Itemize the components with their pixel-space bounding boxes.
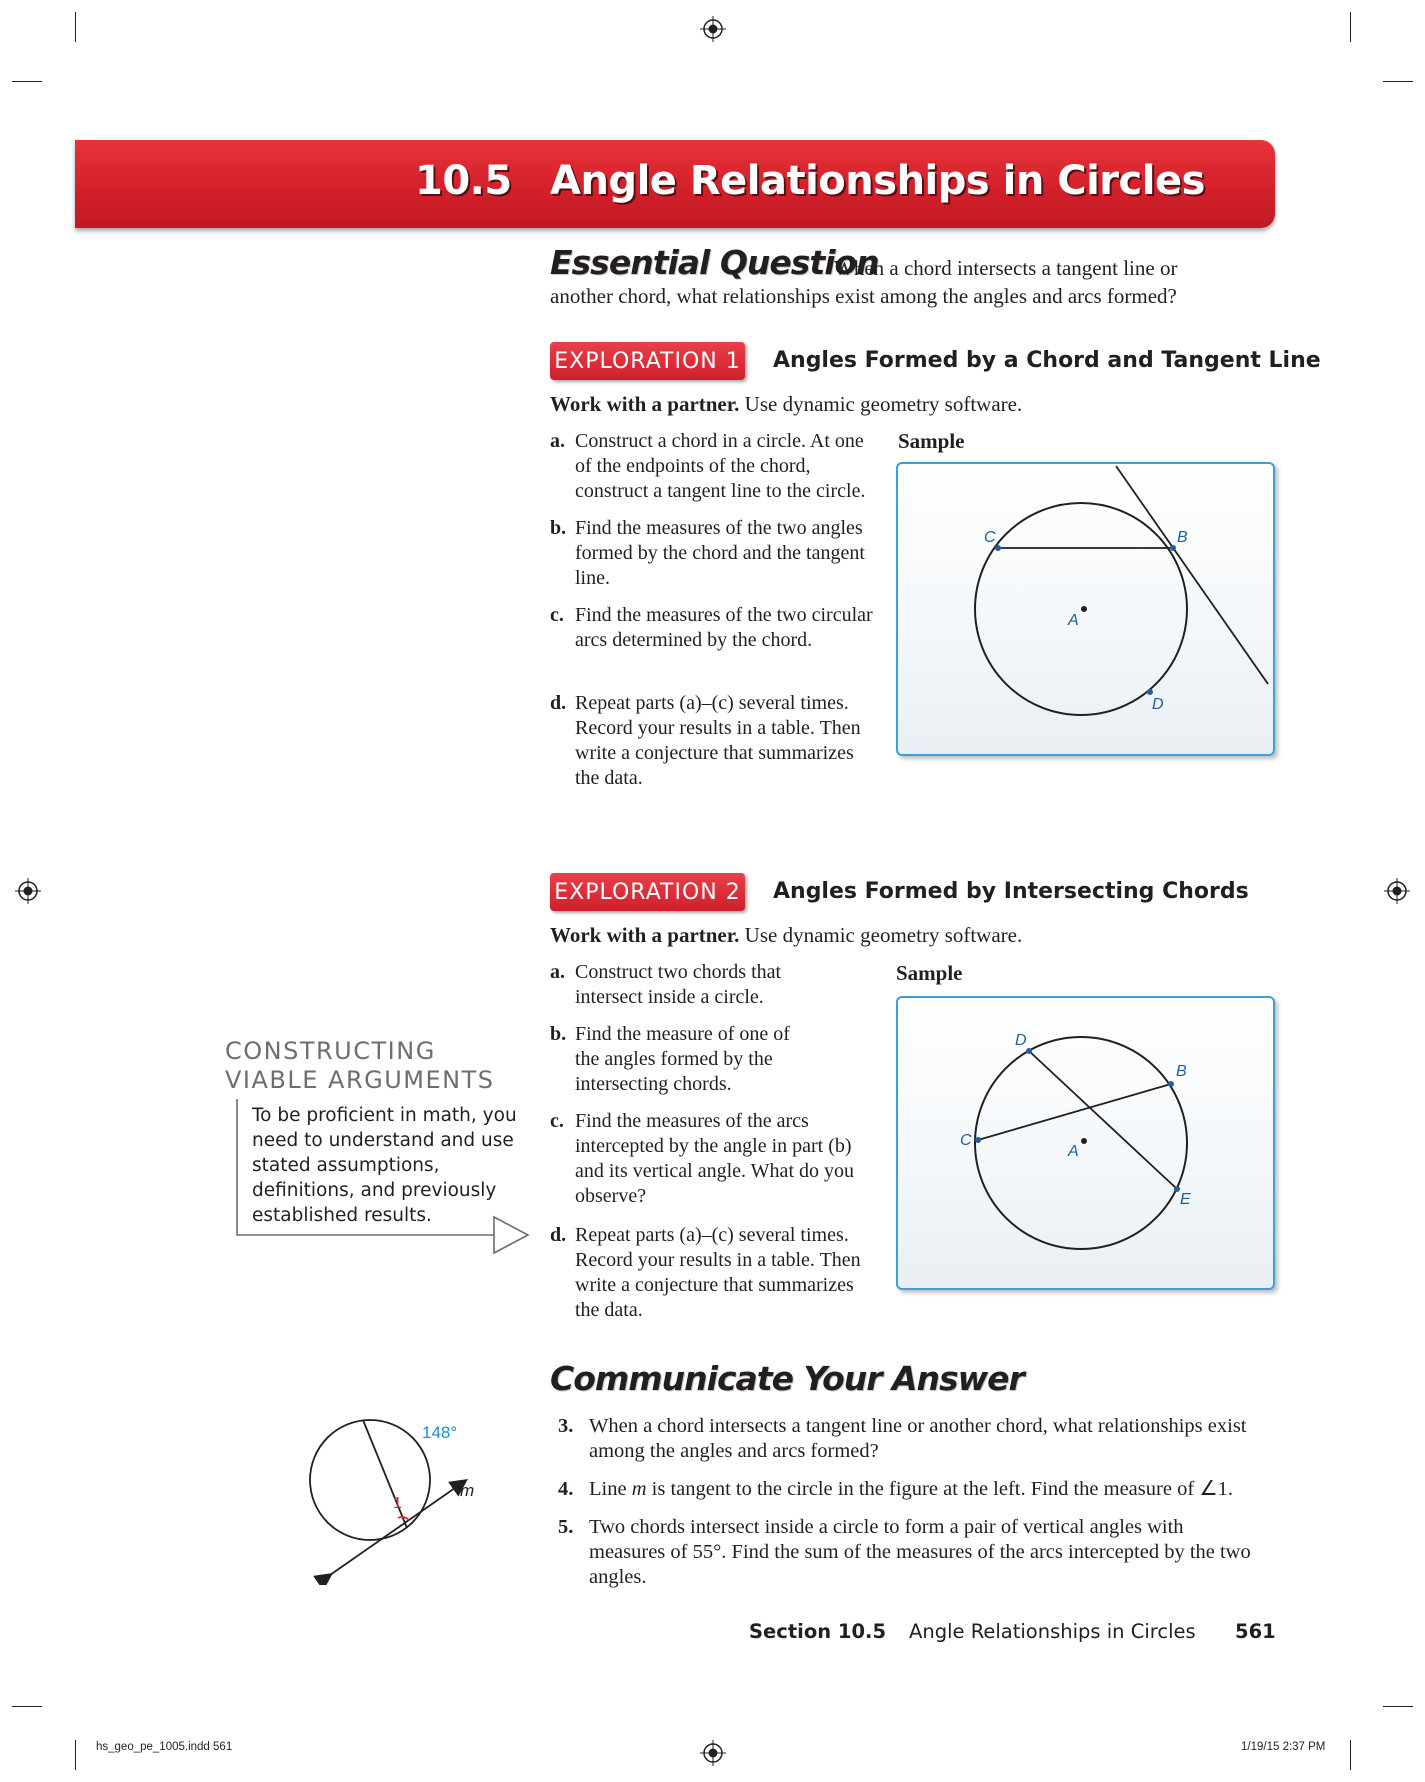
- point-d: [1026, 1048, 1032, 1054]
- crop-mark: [12, 81, 42, 82]
- angle-label: 1: [393, 1495, 402, 1512]
- crop-mark: [1350, 12, 1351, 42]
- instruction-bold: Work with a partner.: [550, 392, 740, 416]
- exploration-2-item-c: c. Find the measures of the arcs intercepted by the angle in part (b) and its vertical angle. What do you observe?: [550, 1110, 854, 1207]
- section-number: 10.5: [415, 158, 512, 204]
- label-e: E: [1180, 1191, 1191, 1208]
- crop-mark: [75, 1740, 76, 1770]
- question-5: 5. Two chords intersect inside a circle to form a pair of vertical angles with measures of 55°. Find the sum of the measures of the arcs intercepted by the two angles.: [558, 1516, 1251, 1588]
- exploration-2-sample-figure: [896, 996, 1275, 1290]
- sidebar-callout-arrow-icon: [228, 1095, 533, 1260]
- slug-date: 1/19/15 2:37 PM: [1241, 1741, 1326, 1753]
- label-b: B: [1176, 1063, 1187, 1080]
- tangent-chord-figure: [300, 1405, 500, 1585]
- label-c: C: [984, 529, 996, 546]
- section-banner: [75, 140, 1275, 228]
- exploration-1-title: Angles Formed by a Chord and Tangent Line: [773, 348, 1321, 373]
- instruction-text: Use dynamic geometry software.: [744, 923, 1023, 947]
- exploration-1-badge: EXPLORATION 1: [550, 342, 745, 380]
- label-b: B: [1177, 529, 1188, 546]
- label-d: D: [1015, 1032, 1027, 1049]
- slug-file: hs_geo_pe_1005.indd 561: [96, 1741, 233, 1753]
- exploration-2-item-b: b. Find the measure of one of the angles formed by the intersecting chords.: [550, 1023, 790, 1095]
- exploration-2-item-a: a. Construct two chords that intersect inside a circle.: [550, 961, 782, 1008]
- registration-mark-icon: [1384, 878, 1410, 904]
- sidebar-body: To be proficient in math, you need to understand and use stated assumptions, definitions, and previously established results.: [252, 1105, 517, 1226]
- page-number: 561: [1235, 1620, 1276, 1643]
- essential-question-line2: another chord, what relationships exist among the angles and arcs formed?: [550, 284, 1177, 308]
- label-d: D: [1152, 696, 1164, 713]
- point-d: [1147, 689, 1153, 695]
- footer-section: Section 10.5: [749, 1620, 887, 1643]
- exploration-2-title: Angles Formed by Intersecting Chords: [773, 879, 1249, 904]
- exploration-1-item-c: c. Find the measures of the two circular arcs determined by the chord.: [550, 604, 873, 651]
- point-c: [995, 545, 1001, 551]
- circle: [975, 1037, 1187, 1249]
- label-a: A: [1068, 612, 1079, 629]
- exploration-1-instruction: [550, 392, 1022, 417]
- label-a: A: [1068, 1143, 1079, 1160]
- communicate-heading: Communicate Your Answer: [550, 1359, 1024, 1398]
- arc-label: 148°: [422, 1423, 458, 1442]
- crop-mark: [75, 12, 76, 42]
- registration-mark-icon: [700, 16, 726, 42]
- crop-mark: [12, 1706, 42, 1707]
- exploration-2-badge: EXPLORATION 2: [550, 873, 745, 911]
- exploration-1-sample-label: Sample: [898, 429, 965, 453]
- exploration-1-item-a: a. Construct a chord in a circle. At one of the endpoints of the chord, construct a tangent line to the circle.: [550, 430, 866, 502]
- instruction-bold: Work with a partner.: [550, 923, 740, 947]
- exploration-1-item-d: d. Repeat parts (a)–(c) several times. Record your results in a table. Then write a conjecture that summarizes the data.: [550, 692, 861, 789]
- exploration-2-instruction: [550, 923, 1022, 948]
- point-a: [1081, 1138, 1087, 1144]
- question-3: 3. When a chord intersects a tangent line or another chord, what relationships exist among the angles and arcs formed?: [558, 1415, 1247, 1462]
- point-c: [975, 1137, 981, 1143]
- point-b: [1170, 545, 1176, 551]
- footer-title: Angle Relationships in Circles: [909, 1620, 1196, 1643]
- sidebar-heading: CONSTRUCTING VIABLE ARGUMENTS: [225, 1037, 495, 1094]
- chord-de: [1029, 1051, 1177, 1189]
- exploration-2-sample-label: Sample: [896, 961, 963, 985]
- essential-question-heading: Essential Question: [550, 243, 879, 282]
- tangent-line: [1116, 466, 1268, 684]
- label-c: C: [960, 1132, 972, 1149]
- section-title: Angle Relationships in Circles: [550, 158, 1205, 204]
- crop-mark: [1383, 1706, 1413, 1707]
- chord-tangent-diagram: [898, 464, 1273, 754]
- registration-mark-icon: [15, 878, 41, 904]
- exploration-2-item-d: d. Repeat parts (a)–(c) several times. Record your results in a table. Then write a conjecture that summarizes the data.: [550, 1224, 861, 1321]
- point-b: [1168, 1081, 1174, 1087]
- intersecting-chords-diagram: [898, 998, 1273, 1288]
- instruction-text: Use dynamic geometry software.: [744, 392, 1023, 416]
- essential-question-line1: When a chord intersects a tangent line or: [834, 256, 1178, 280]
- point-a: [1081, 606, 1087, 612]
- registration-mark-icon: [700, 1740, 726, 1766]
- crop-mark: [1350, 1740, 1351, 1770]
- exploration-1-sample-figure: [896, 462, 1275, 756]
- line-label: m: [460, 1481, 475, 1500]
- exploration-1-item-b: b. Find the measures of the two angles formed by the chord and the tangent line.: [550, 517, 865, 589]
- question-4: 4. Line m is tangent to the circle in the figure at the left. Find the measure of ∠1.: [558, 1478, 1234, 1500]
- crop-mark: [1383, 81, 1413, 82]
